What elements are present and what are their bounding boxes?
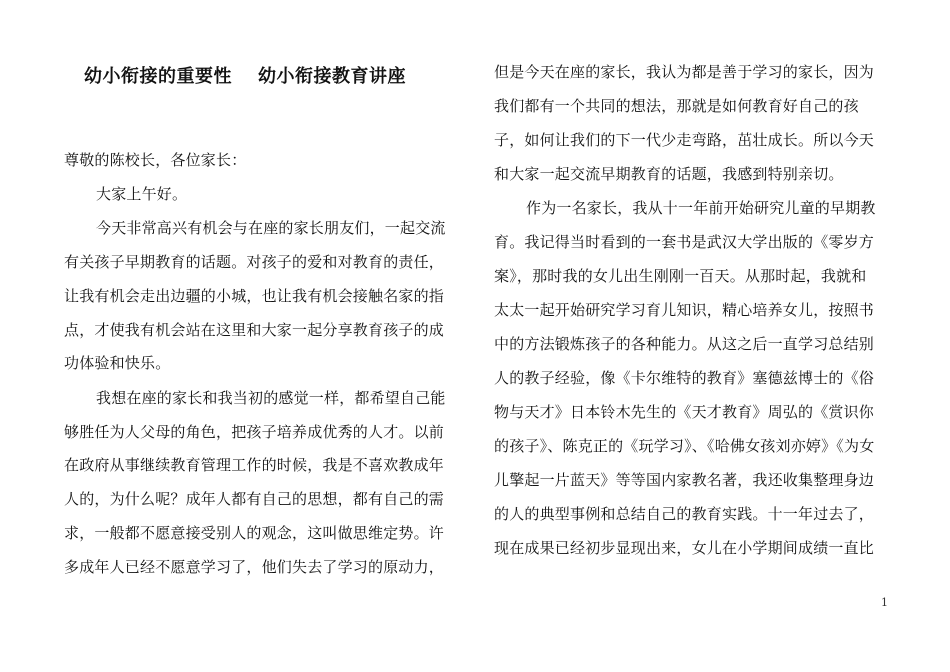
paragraph-line: 育。我记得当时看到的一套书是武汉大学出版的《零岁方 [494,233,875,251]
paragraph-line: 人的，为什么呢？成年人都有自己的思想，都有自己的需 [64,490,445,508]
title-sub: 幼小衔接教育讲座 [258,66,406,87]
paragraph-line: 但是今天在座的家长，我认为都是善于学习的家长，因为 [494,63,875,81]
paragraph-line: 作为一名家长，我从十一年前开始研究儿童的早期教 [526,199,876,217]
paragraph-line: 让我有机会走出边疆的小城，也让我有机会接触名家的指 [64,287,445,305]
paragraph-line: 我想在座的家长和我当初的感觉一样，都希望自己能 [96,389,446,407]
paragraph-line: 求，一般都不愿意接受别人的观念，这叫做思维定势。许 [64,524,445,542]
paragraph-line: 我们都有一个共同的想法，那就是如何教育好自己的孩 [494,97,859,115]
paragraph-line: 够胜任为人父母的角色，把孩子培养成优秀的人才。以前 [64,423,445,441]
paragraph-line: 功体验和快乐。 [64,354,171,372]
paragraph-line: 的孩子》、陈克正的《玩学习》、《哈佛女孩刘亦婷》《为女 [494,437,875,455]
paragraph-line: 的人的典型事例和总结自己的教育实践。十一年过去了， [494,505,875,523]
paragraph-line: 多成年人已经不愿意学习了，他们失去了学习的原动力， [64,558,445,576]
paragraph-line: 有关孩子早期教育的话题。对孩子的爱和对教育的责任， [64,253,445,271]
paragraph-line: 物与天才》日本铃木先生的《天才教育》周弘的《赏识你 [494,403,875,421]
paragraph-line: 儿擎起一片蓝天》等等国内家教名著，我还收集整理身边 [494,471,875,489]
page-number: 1 [881,596,888,609]
paragraph-line: 今天非常高兴有机会与在座的家长朋友们，一起交流 [96,219,446,237]
paragraph-line: 中的方法锻炼孩子的各种能力。从这之后一直学习总结别 [494,335,875,353]
paragraph-line: 子，如何让我们的下一代少走弯路，茁壮成长。所以今天 [494,131,875,149]
paragraph-line: 太太一起开始研究学习育儿知识，精心培养女儿，按照书 [494,301,875,319]
paragraph-line: 在政府从事继续教育管理工作的时候，我是不喜欢教成年 [64,456,445,474]
paragraph-line: 人的教子经验，像《卡尔维特的教育》塞德兹博士的《俗 [494,369,875,387]
paragraph-line: 案》，那时我的女儿出生刚刚一百天。从那时起，我就和 [494,267,867,285]
paragraph-line: 点，才使我有机会站在这里和大家一起分享教育孩子的成 [64,321,445,339]
paragraph-line: 和大家一起交流早期教育的话题，我感到特别亲切。 [494,165,844,183]
salutation-line: 尊敬的陈校长，各位家长： [64,151,247,169]
title-main: 幼小衔接的重要性 [84,66,232,87]
paragraph-line: 现在成果已经初步显现出来，女儿在小学期间成绩一直比 [494,539,875,557]
page-title [84,62,406,88]
paragraph-line: 大家上午好。 [96,185,188,203]
